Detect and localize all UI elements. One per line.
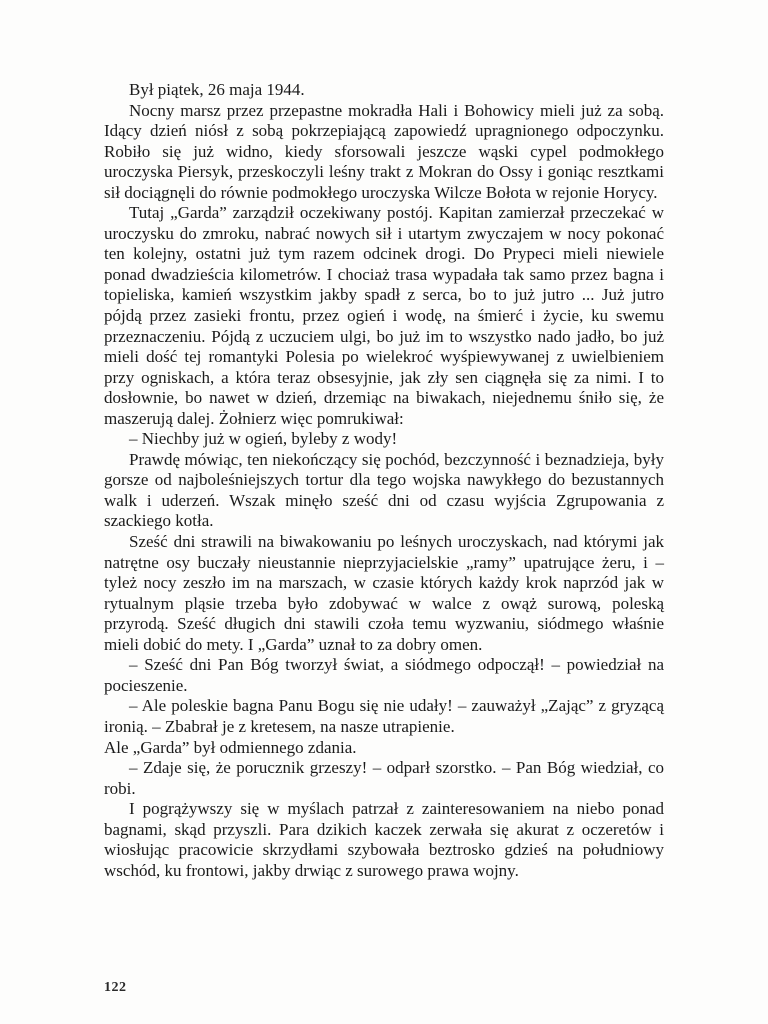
paragraph: Nocny marsz przez przepastne mokradła Hali i Bohowicy mieli już za sobą. Idący dzień niósł z sobą pokrzepiającą zapowiedź upragnionego odpoczynku. Robiło się już widno, kiedy sforsowali jeszcze wąski cypel podmokłego uroczyska Piersyk, przeskoczyli leśny trakt z Mokran do Ossy i goniąc resztkami sił dociągnęli do równie podmokłego uroczyska Wilcze Bołota w rejonie Horycy.	[104, 100, 664, 202]
paragraph-dialogue: – Sześć dni Pan Bóg tworzył świat, a siódmego odpoczął! – powiedział na pocieszenie.	[104, 655, 664, 695]
paragraph-date-line: Był piątek, 26 maja 1944.	[129, 80, 305, 99]
page-number: 122	[104, 980, 127, 995]
paragraph: I pogrążywszy się w myślach patrzał z zainteresowaniem na niebo ponad bagnami, skąd przyszli. Para dzikich kaczek zerwała się akurat z oczeretów i wiosłując pracowicie skrzydłami szybowała beztrosko gdzieś na południowy wschód, ku frontowi, jakby drwiąc z surowego prawa wojny.	[104, 799, 664, 880]
paragraph: Sześć dni strawili na biwakowaniu po leśnych uroczyskach, nad którymi jak natrętne osy buczały nieustannie nieprzyjacielskie „ramy” upatrujące żeru, i – tyleż nocy zeszło im na marszach, w czasie których każdy krok naprzód jak w rytualnym pląsie trzeba było zdobywać w walce z owąż surową, poleską przyrodą. Sześć długich dni stawili czoła temu wyzwaniu, siódmego właśnie mieli dobić do mety. I „Garda” uznał to za dobry omen.	[104, 532, 664, 654]
paragraph: Ale „Garda” był odmiennego zdania.	[104, 737, 357, 757]
page-text-block	[104, 80, 664, 881]
paragraph-dialogue: – Niechby już w ogień, byleby z wody!	[129, 429, 398, 449]
paragraph: Tutaj „Garda” zarządził oczekiwany postój. Kapitan zamierzał przeczekać w uroczysku do zmroku, nabrać nowych sił i utartym zwyczajem w nocy pokonać ten kolejny, ostatni już tym razem odcinek drogi. Do Prypeci mieli niewiele ponad dwadzieścia kilometrów. I chociaż trasa wypadała tak samo przez bagna i topieliska, kamień wszystkim jakby spadł z serca, bo to już jutro ... Już jutro pójdą przez zasieki frontu, przez ogień i wodę, na śmierć i życie, ku swemu przeznaczeniu. Pójdą z uczuciem ulgi, bo już im to wszystko nado jadło, bo już mieli dość tej romantyki Polesia po wielekroć wyśpiewywanej z uwielbieniem przy ogniskach, a która teraz obsesyjnie, jak zły sen ciągnęła się za nimi. I to dosłownie, bo nawet w dzień, drzemiąc na biwakach, niejednemu śniło się, że maszerują dalej. Żołnierz więc pomrukiwał:	[104, 203, 664, 428]
paragraph-dialogue: – Ale poleskie bagna Panu Bogu się nie udały! – zauważył „Zając” z gryzącą ironią. – Zbabrał je z kretesem, na nasze utrapienie.	[104, 696, 664, 736]
paragraph: Prawdę mówiąc, ten niekończący się pochód, bezczynność i beznadzieja, były gorsze od najboleśniejszych tortur dla tego wojska nawykłego do bezustannych walk i uderzeń. Wszak minęło sześć dni od czasu wyjścia Zgrupowania z szackiego kotła.	[104, 449, 664, 531]
paragraph-dialogue: – Zdaje się, że porucznik grzeszy! – odparł szorstko. – Pan Bóg wiedział, co robi.	[104, 758, 664, 798]
